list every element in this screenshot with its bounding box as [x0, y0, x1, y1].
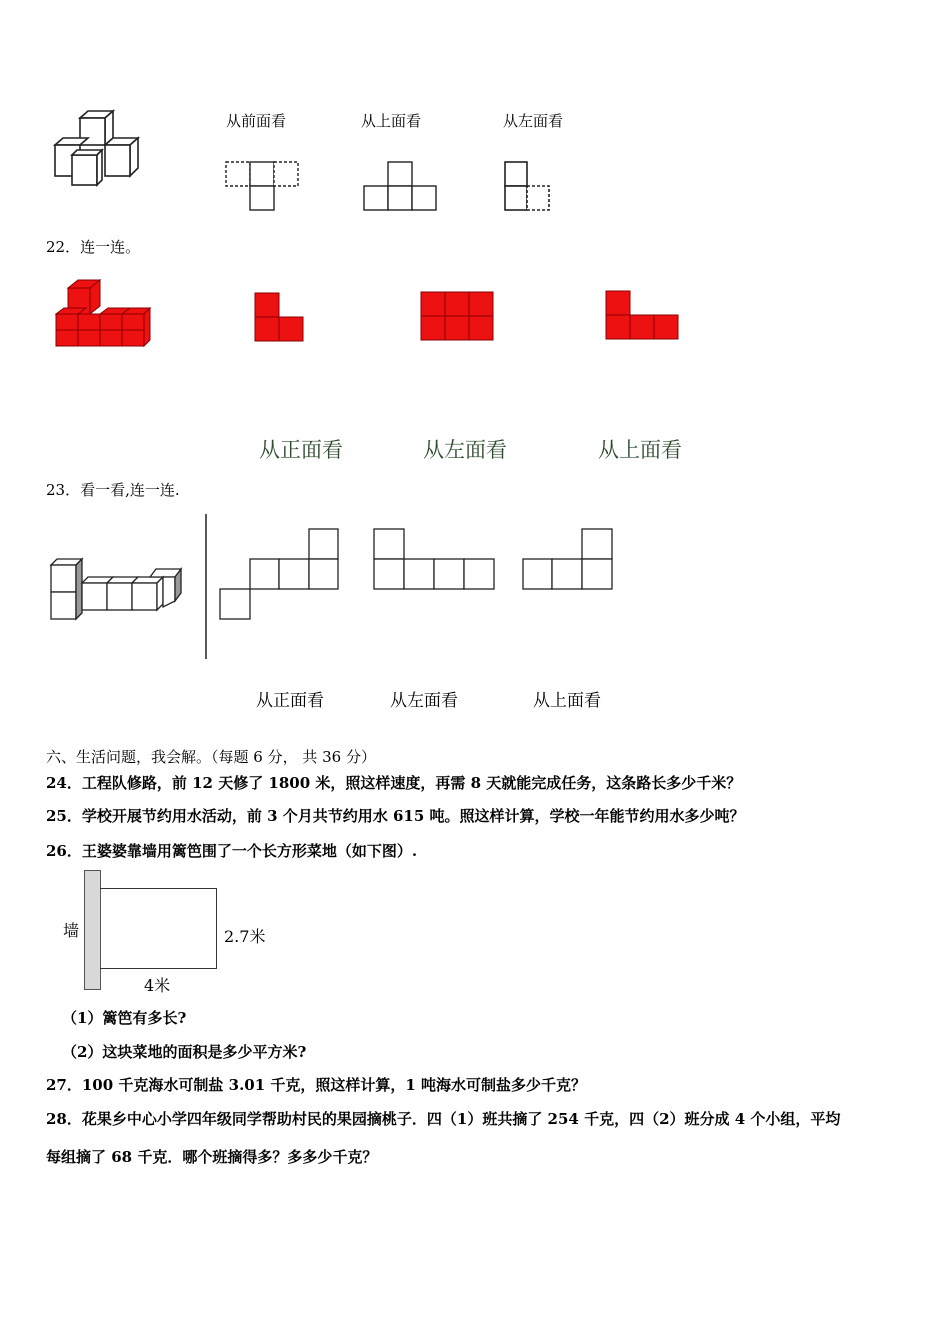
q22-red-view-figure-3: [605, 290, 685, 345]
q22-view-label-left: 从左面看: [423, 438, 507, 462]
q23-divider-line: [204, 514, 208, 659]
q22-red-cube-solid: [52, 278, 152, 350]
q24-text: 24．工程队修路，前 12 天修了 1800 米，照这样速度，再需 8 天就能完成任务，这条路长多少千米？: [46, 774, 742, 792]
q22-view-label-top: 从上面看: [598, 438, 682, 462]
q22-red-view-figure-2: [420, 291, 500, 346]
q28-text-line1: 28．花果乡中心小学四年级同学帮助村民的果园摘桃子．四（1）班共摘了 254 千克，四（2）班分成 4 个小组，平均: [46, 1110, 841, 1128]
section6-heading: 六、生活问题，我会解。（每题 6 分， 共 36 分）: [46, 748, 376, 766]
q23-title: 23．看一看,连一连.: [46, 481, 180, 499]
q21-cube-solid-figure: [50, 108, 150, 188]
q21-left-view-figure: [503, 160, 558, 215]
q21-view-label-left: 从左面看: [503, 112, 564, 130]
q26-subquestion-2: （2）这块菜地的面积是多少平方米?: [62, 1043, 307, 1061]
q26-height-label: 2.7米: [224, 927, 266, 946]
q23-cube-solid-figure: [48, 555, 188, 625]
q26-subquestion-1: （1）篱笆有多长?: [62, 1009, 187, 1027]
q22-red-view-figure-1: [254, 291, 309, 346]
q25-text: 25．学校开展节约用水活动，前 3 个月共节约用水 615 吨。照这样计算，学校一年能节约用水多少吨？: [46, 807, 745, 825]
q23-view-label-top: 从上面看: [533, 691, 601, 711]
q26-garden-rectangle: [100, 888, 217, 969]
q21-view-label-front: 从前面看: [226, 112, 287, 130]
q28-text-line2: 每组摘了 68 千克．哪个班摘得多？多多少千克？: [46, 1148, 378, 1166]
q23-view-figure-1: [218, 528, 343, 623]
q21-view-label-top: 从上面看: [361, 112, 422, 130]
q21-top-view-figure: [362, 160, 442, 215]
q22-title: 22．连一连。: [46, 238, 141, 256]
q23-view-figure-3: [521, 528, 616, 593]
q23-view-label-left: 从左面看: [390, 691, 458, 711]
q21-front-view-figure: [224, 160, 304, 215]
q22-view-label-front: 从正面看: [259, 438, 343, 462]
q26-wall-label: 墙: [63, 921, 80, 940]
q26-title: 26．王婆婆靠墙用篱笆围了一个长方形菜地（如下图）.: [46, 842, 418, 860]
q23-view-figure-2: [372, 528, 497, 593]
q27-text: 27．100 千克海水可制盐 3.01 千克，照这样计算，1 吨海水可制盐多少千克？: [46, 1076, 587, 1094]
q23-view-label-front: 从正面看: [256, 691, 324, 711]
q26-wall: [84, 870, 101, 990]
q26-width-label: 4米: [144, 976, 171, 995]
